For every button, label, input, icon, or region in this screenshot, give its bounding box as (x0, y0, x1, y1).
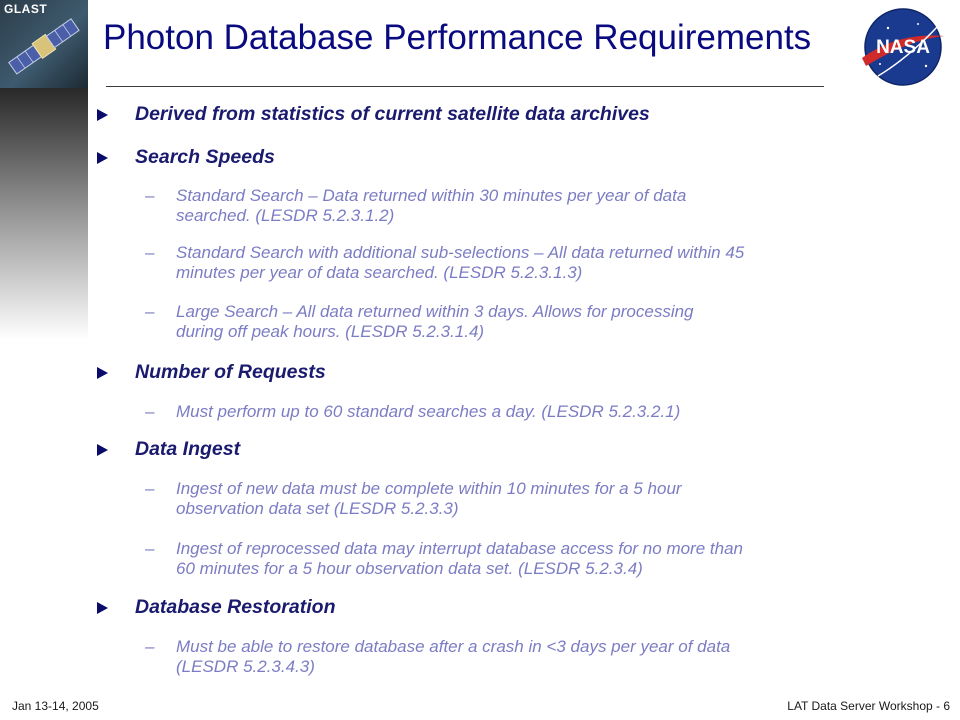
nasa-logo-text: NASA (876, 37, 930, 58)
sub-line: (LESDR 5.2.3.4.3) (176, 657, 315, 676)
bullet-label: Derived from statistics of current satellite data archives (135, 103, 650, 125)
triangle-bullet-icon (97, 444, 108, 456)
glast-logo (0, 0, 88, 88)
sub-text (176, 479, 896, 519)
bullet-label: Number of Requests (135, 361, 326, 383)
sub-line: Ingest of new data must be complete within 10 minutes for a 5 hour (176, 479, 682, 498)
sub-line: Must be able to restore database after a crash in <3 days per year of data (176, 637, 731, 656)
sub-line: Must perform up to 60 standard searches a day. (LESDR 5.2.3.2.1) (176, 402, 681, 421)
sub-line: minutes per year of data searched. (LESDR 5.2.3.1.3) (176, 263, 583, 282)
sub-text (176, 402, 896, 422)
sub-dash: – (145, 243, 155, 262)
sub-line: Large Search – All data returned within 3 days. Allows for processing (176, 302, 694, 321)
footer-date: Jan 13-14, 2005 (12, 699, 99, 713)
sub-line: during off peak hours. (LESDR 5.2.3.1.4) (176, 322, 485, 341)
sub-text (176, 186, 896, 226)
sub-line: Standard Search – Data returned within 30 minutes per year of data (176, 186, 687, 205)
bullet-label: Data Ingest (135, 438, 241, 460)
triangle-bullet-icon (97, 367, 108, 379)
sub-line: observation data set (LESDR 5.2.3.3) (176, 499, 459, 518)
triangle-bullet-icon (97, 109, 108, 121)
triangle-bullet-icon (97, 152, 108, 164)
nasa-logo (858, 6, 948, 88)
sub-line: Standard Search with additional sub-selections – All data returned within 45 (176, 243, 745, 262)
bullet-label: Database Restoration (135, 596, 336, 618)
sub-line: searched. (LESDR 5.2.3.1.2) (176, 206, 395, 225)
sub-dash: – (145, 186, 155, 205)
slide-title: Photon Database Performance Requirements (103, 18, 812, 57)
bullet-label: Search Speeds (135, 146, 275, 168)
sub-text (176, 539, 896, 579)
sub-text (176, 243, 896, 283)
sub-dash: – (145, 479, 155, 498)
sub-dash: – (145, 539, 155, 558)
sub-line: Ingest of reprocessed data may interrupt database access for no more than (176, 539, 743, 558)
sub-dash: – (145, 402, 155, 421)
sub-text (176, 637, 896, 677)
footer-event: LAT Data Server Workshop - 6 (787, 699, 950, 713)
triangle-bullet-icon (97, 602, 108, 614)
sub-dash: – (145, 302, 155, 321)
sub-text (176, 302, 896, 342)
sub-dash: – (145, 637, 155, 656)
glast-logo-text: GLAST (4, 2, 48, 16)
sub-line: 60 minutes for a 5 hour observation data set. (LESDR 5.2.3.4) (176, 559, 643, 578)
title-divider (106, 86, 824, 87)
